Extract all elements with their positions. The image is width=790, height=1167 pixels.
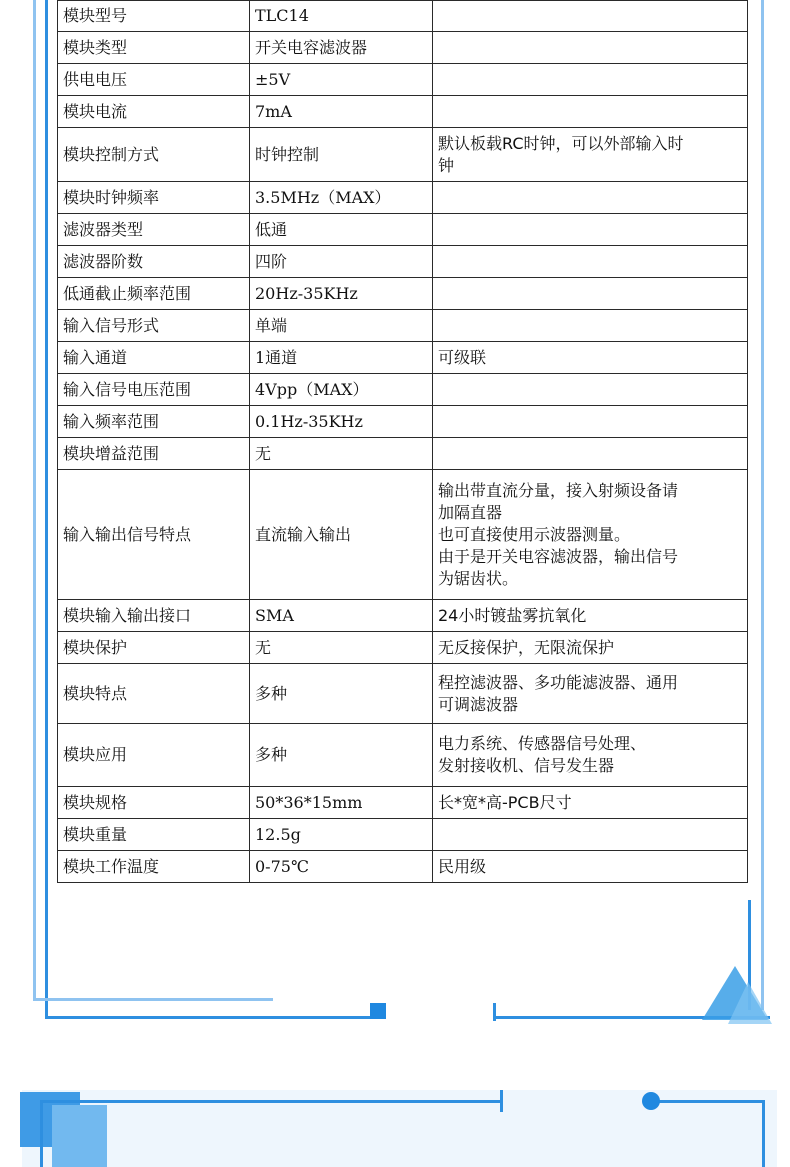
table-row — [58, 787, 748, 819]
table-row — [58, 96, 748, 128]
section-left-line — [40, 1100, 43, 1167]
param-name-cell: 模块规格 — [58, 787, 250, 819]
param-value-cell: 多种 — [250, 664, 433, 724]
param-name-cell: 输入信号形式 — [58, 310, 250, 342]
triangle-decoration-icon — [698, 962, 772, 1024]
table-row — [58, 632, 748, 664]
param-note-cell — [433, 787, 748, 819]
param-note-cell — [433, 438, 748, 470]
note-line: 加隔直器 — [438, 502, 503, 522]
param-name-cell: 模块时钟频率 — [58, 182, 250, 214]
note-line: 民用级 — [438, 856, 487, 876]
param-name-cell: 模块工作温度 — [58, 851, 250, 883]
param-name-cell: 输入信号电压范围 — [58, 374, 250, 406]
table-row — [58, 246, 748, 278]
note-line: 为锯齿状。 — [438, 568, 519, 588]
param-value-cell: 四阶 — [250, 246, 433, 278]
param-name-cell: 模块特点 — [58, 664, 250, 724]
param-name-cell: 模块应用 — [58, 724, 250, 787]
frame-bottom-inner-line-left — [45, 1016, 375, 1019]
note-line: 默认板载RC时钟，可以外部输入时 — [438, 133, 684, 153]
table-row — [58, 32, 748, 64]
param-name-cell: 模块增益范围 — [58, 438, 250, 470]
param-note-cell — [433, 374, 748, 406]
param-note-cell — [433, 406, 748, 438]
param-note-cell — [433, 1, 748, 32]
table-row — [58, 182, 748, 214]
param-note-cell — [433, 278, 748, 310]
param-name-cell: 滤波器阶数 — [58, 246, 250, 278]
param-value-cell: 0.1Hz-35KHz — [250, 406, 433, 438]
param-value-cell: 0-75℃ — [250, 851, 433, 883]
section-blue-block-2 — [52, 1105, 107, 1167]
param-note-cell — [433, 182, 748, 214]
param-value-cell: 多种 — [250, 724, 433, 787]
param-value-cell: 12.5g — [250, 819, 433, 851]
table-row — [58, 342, 748, 374]
param-note-cell — [433, 214, 748, 246]
param-value-cell: ±5V — [250, 64, 433, 96]
param-name-cell: 模块重量 — [58, 819, 250, 851]
table-row — [58, 128, 748, 182]
note-line: 输出带直流分量，接入射频设备请 — [438, 480, 679, 500]
table-row — [58, 851, 748, 883]
spec-table — [57, 0, 748, 883]
param-name-cell: 模块保护 — [58, 632, 250, 664]
section-top-line-right — [652, 1100, 764, 1103]
table-row — [58, 470, 748, 600]
table-row — [58, 819, 748, 851]
param-name-cell: 输入通道 — [58, 342, 250, 374]
param-name-cell: 模块型号 — [58, 1, 250, 32]
table-row — [58, 406, 748, 438]
param-note-cell — [433, 600, 748, 632]
param-name-cell: 低通截止频率范围 — [58, 278, 250, 310]
param-note-cell — [433, 128, 748, 182]
frame-right-outer-line — [761, 0, 764, 1010]
frame-left-inner-line — [45, 0, 48, 1018]
table-row — [58, 724, 748, 787]
param-value-cell: 20Hz-35KHz — [250, 278, 433, 310]
param-name-cell: 模块类型 — [58, 32, 250, 64]
note-line: 可调滤波器 — [438, 694, 519, 714]
param-note-cell — [433, 96, 748, 128]
section-top-line-left — [40, 1100, 502, 1103]
table-row — [58, 1, 748, 32]
param-name-cell: 模块电流 — [58, 96, 250, 128]
param-name-cell: 供电电压 — [58, 64, 250, 96]
param-note-cell — [433, 724, 748, 787]
param-note-cell — [433, 470, 748, 600]
section-top-tick — [500, 1090, 503, 1112]
note-line: 无反接保护，无限流保护 — [438, 637, 615, 657]
param-value-cell: 7mA — [250, 96, 433, 128]
param-value-cell: 3.5MHz（MAX） — [250, 182, 433, 214]
table-row — [58, 278, 748, 310]
param-note-cell — [433, 310, 748, 342]
note-line: 可级联 — [438, 347, 487, 367]
table-row — [58, 374, 748, 406]
note-line: 程控滤波器、多功能滤波器、通用 — [438, 672, 679, 692]
param-value-cell: 开关电容滤波器 — [250, 32, 433, 64]
param-note-cell — [433, 32, 748, 64]
param-note-cell — [433, 342, 748, 374]
param-value-cell: 无 — [250, 438, 433, 470]
param-value-cell: SMA — [250, 600, 433, 632]
param-note-cell — [433, 246, 748, 278]
table-row — [58, 214, 748, 246]
note-line: 24小时镀盐雾抗氧化 — [438, 605, 587, 625]
param-name-cell: 模块输入输出接口 — [58, 600, 250, 632]
param-value-cell: 低通 — [250, 214, 433, 246]
note-line: 也可直接使用示波器测量。 — [438, 524, 631, 544]
param-note-cell — [433, 819, 748, 851]
table-row — [58, 438, 748, 470]
param-note-cell — [433, 632, 748, 664]
param-note-cell — [433, 664, 748, 724]
note-line: 钟 — [438, 155, 455, 175]
param-note-cell — [433, 64, 748, 96]
table-row — [58, 64, 748, 96]
param-value-cell: 无 — [250, 632, 433, 664]
param-value-cell: 4Vpp（MAX） — [250, 374, 433, 406]
frame-tick-left — [493, 1003, 496, 1021]
param-value-cell: TLC14 — [250, 1, 433, 32]
param-value-cell: 单端 — [250, 310, 433, 342]
note-line: 电力系统、传感器信号处理、 — [438, 734, 647, 753]
param-value-cell: 1通道 — [250, 342, 433, 374]
param-value-cell: 50*36*15mm — [250, 787, 433, 819]
note-line: 由于是开关电容滤波器，输出信号 — [438, 546, 679, 566]
param-name-cell: 输入输出信号特点 — [58, 470, 250, 600]
table-row — [58, 664, 748, 724]
frame-blue-square — [370, 1003, 386, 1019]
table-row — [58, 310, 748, 342]
param-name-cell: 滤波器类型 — [58, 214, 250, 246]
param-value-cell: 直流输入输出 — [250, 470, 433, 600]
param-name-cell: 输入频率范围 — [58, 406, 250, 438]
frame-bottom-outer-line — [33, 998, 273, 1001]
note-line: 发射接收机、信号发生器 — [438, 756, 615, 775]
table-row — [58, 600, 748, 632]
frame-left-outer-line — [33, 0, 36, 1000]
note-line: 长*宽*高-PCB尺寸 — [438, 792, 572, 812]
param-note-cell — [433, 851, 748, 883]
section-dot-icon — [642, 1092, 660, 1110]
param-value-cell: 时钟控制 — [250, 128, 433, 182]
section-right-line — [762, 1100, 765, 1167]
param-name-cell: 模块控制方式 — [58, 128, 250, 182]
